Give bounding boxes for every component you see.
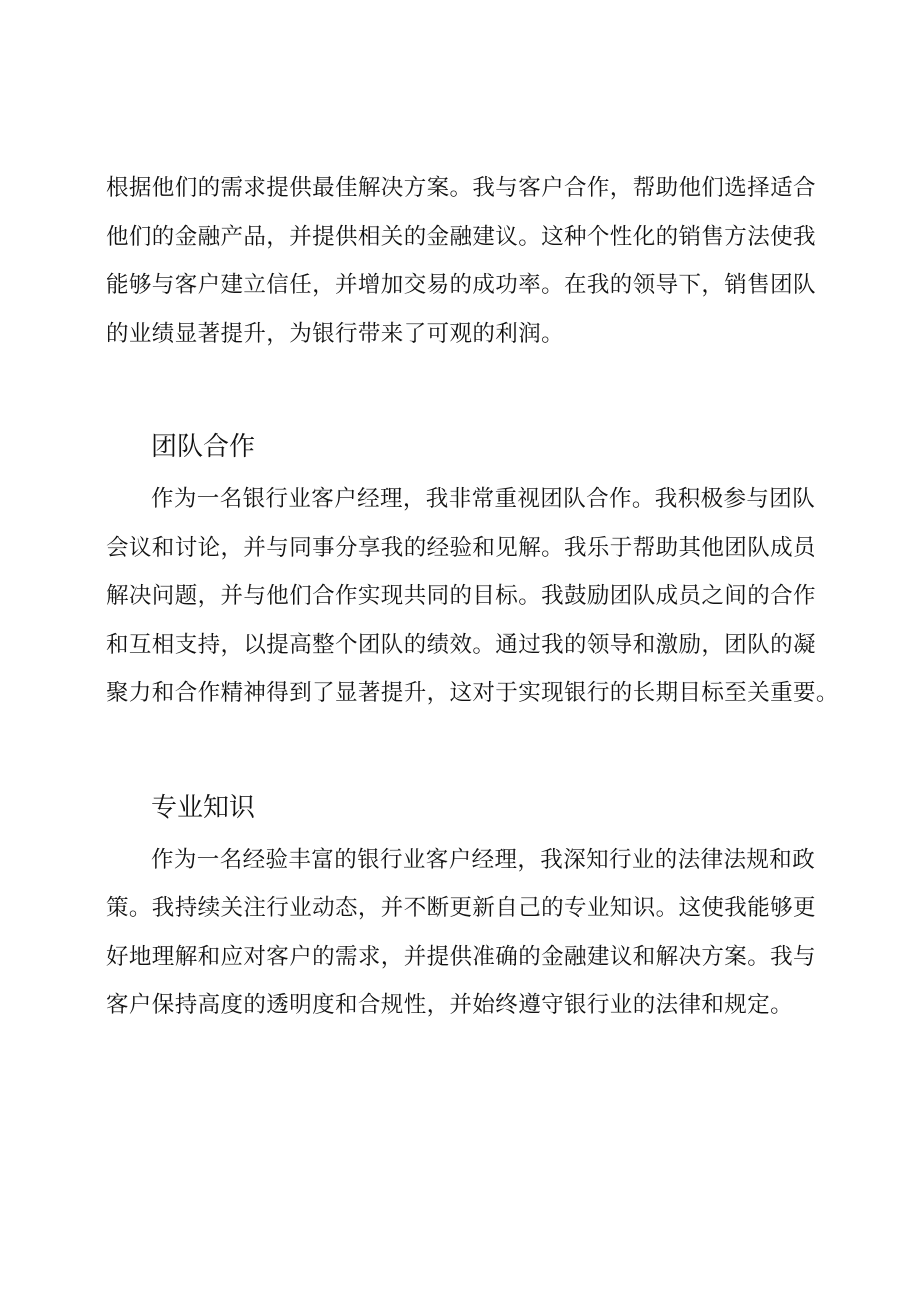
paragraph-line: 根据他们的需求提供最佳解决方案。我与客户合作，帮助他们选择适合 <box>106 175 816 201</box>
document-page <box>106 164 839 1030</box>
paragraph-line: 聚力和合作精神得到了显著提升，这对于实现银行的长期目标至关重要。 <box>106 680 839 706</box>
paragraph-line: 他们的金融产品，并提供相关的金融建议。这种个性化的销售方法使我 <box>106 223 816 250</box>
paragraph-team-cooperation <box>106 475 839 718</box>
paragraph-line: 好地理解和应对客户的需求，并提供准确的金融建议和解决方案。我与 <box>106 943 816 970</box>
paragraph-professional-knowledge <box>106 836 818 1030</box>
paragraph-line: 客户保持高度的透明度和合规性，并始终遵守银行业的法律和规定。 <box>106 992 794 1018</box>
paragraph-line: 作为一名经验丰富的银行业客户经理，我深知行业的法律法规和政 <box>151 846 816 873</box>
paragraph-line: 能够与客户建立信任，并增加交易的成功率。在我的领导下，销售团队 <box>106 272 816 298</box>
paragraph-line: 解决问题，并与他们合作实现共同的目标。我鼓励团队成员之间的合作 <box>106 583 816 609</box>
heading-team-cooperation: 团队合作 <box>151 432 256 462</box>
paragraph-line: 作为一名银行业客户经理，我非常重视团队合作。我积极参与团队 <box>151 486 816 512</box>
heading-professional-knowledge: 专业知识 <box>151 792 256 823</box>
paragraph-line: 会议和讨论，并与同事分享我的经验和见解。我乐于帮助其他团队成员 <box>106 534 816 561</box>
paragraph-line: 的业绩显著提升，为银行带来了可观的利润。 <box>106 320 565 347</box>
paragraph-line: 策。我持续关注行业动态，并不断更新自己的专业知识。这使我能够更 <box>106 895 816 921</box>
paragraph-line: 和互相支持，以提高整个团队的绩效。通过我的领导和激励，团队的凝 <box>106 631 816 658</box>
paragraph-sales-continuation <box>106 164 818 358</box>
